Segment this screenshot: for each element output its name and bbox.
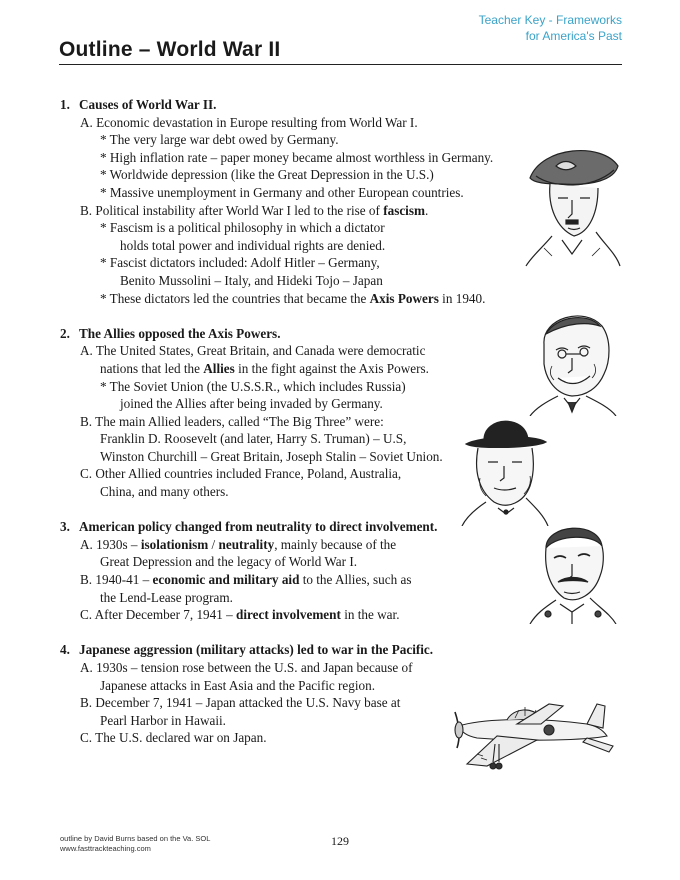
outline-item-cont: nations that led the Allies in the fight against the Axis Powers. <box>100 360 429 376</box>
outline-item: A. The United States, Great Britain, and Canada were democratic <box>80 343 426 359</box>
outline-subitem-cont: holds total power and individual rights are denied. <box>120 237 386 253</box>
section-heading: 1. Causes of World War II. <box>60 97 217 112</box>
page-number: 129 <box>331 834 349 848</box>
teacher-key-note <box>479 12 622 44</box>
outline-item: A. 1930s – tension rose between the U.S. and Japan because of <box>80 660 413 675</box>
fighter-plane-icon <box>437 690 617 780</box>
outline-subitem: * The Soviet Union (the U.S.S.R., which includes Russia) <box>100 378 406 394</box>
footer-credit-line-1: outline by David Burns based on the Va. SOL <box>60 834 211 843</box>
outline-item-cont: China, and many others. <box>100 484 229 500</box>
outline-subitem: * High inflation rate – paper money became almost worthless in Germany. <box>100 149 494 165</box>
outline-item: B. December 7, 1941 – Japan attacked the U.S. Navy base at <box>80 695 401 711</box>
teacher-key-line-1: Teacher Key - Frameworks <box>478 13 622 27</box>
mustache-uniform-portrait-icon <box>528 514 618 624</box>
outline-subitem: * Fascist dictators included: Adolf Hitler – Germany, <box>100 255 380 271</box>
footer-credit-line-2: www.fasttrackteaching.com <box>60 843 151 853</box>
title-rule <box>59 64 622 65</box>
soldier-cap-portrait-icon <box>522 136 622 268</box>
section-heading: 2. The Allies opposed the Axis Powers. <box>60 325 281 341</box>
outline-item: A. 1930s – isolationism / neutrality, mainly because of the <box>80 536 397 552</box>
outline-item-cont: Japanese attacks in East Asia and the Pacific region. <box>100 677 376 693</box>
outline-item: C. After December 7, 1941 – direct involvement in the war. <box>80 607 400 623</box>
teacher-key-line-2: for America's Past <box>525 29 622 43</box>
outline-item: B. 1940-41 – economic and military aid to the Allies, such as <box>80 572 412 588</box>
outline-subitem: * Massive unemployment in Germany and other European countries. <box>100 184 464 200</box>
outline-item: C. The U.S. declared war on Japan. <box>80 730 267 746</box>
outline-item-cont: Winston Churchill – Great Britain, Joseph Stalin – Soviet Union. <box>100 448 443 464</box>
outline-subitem: * The very large war debt owed by Germany. <box>100 132 339 148</box>
outline-subitem-cont: Benito Mussolini – Italy, and Hideki Tojo – Japan <box>120 272 383 288</box>
section-3 <box>60 518 530 624</box>
outline-item: B. Political instability after World War I led to the rise of fascism. <box>80 202 429 218</box>
outline-subitem: * These dictators led the countries that became the Axis Powers in 1940. <box>100 290 486 306</box>
outline-item-cont: Great Depression and the legacy of World War I. <box>100 554 358 570</box>
bowler-hat-portrait-icon <box>460 410 550 526</box>
section-heading: 3. American policy changed from neutrality to direct involvement. <box>60 519 438 535</box>
outline-item-cont: Franklin D. Roosevelt (and later, Harry S. Truman) – U.S, <box>100 431 407 447</box>
outline-subitem-cont: joined the Allies after being invaded by Germany. <box>120 396 383 412</box>
outline-item: B. The main Allied leaders, called “The Big Three” were: <box>80 413 384 429</box>
outline-item: A. Economic devastation in Europe resulting from World War I. <box>80 114 418 130</box>
section-heading: 4. Japanese aggression (military attacks) led to war in the Pacific. <box>60 642 434 658</box>
smiling-man-portrait-icon <box>528 304 618 416</box>
section-1 <box>60 96 530 307</box>
outline-item-cont: the Lend-Lease program. <box>100 589 233 605</box>
outline-subitem: * Worldwide depression (like the Great Depression in the U.S.) <box>100 167 434 183</box>
outline-subitem: * Fascism is a political philosophy in which a dictator <box>100 220 385 236</box>
outline-item: C. Other Allied countries included France, Poland, Australia, <box>80 466 402 482</box>
page-title: Outline – World War II <box>59 38 281 61</box>
outline-item-cont: Pearl Harbor in Hawaii. <box>100 712 226 728</box>
